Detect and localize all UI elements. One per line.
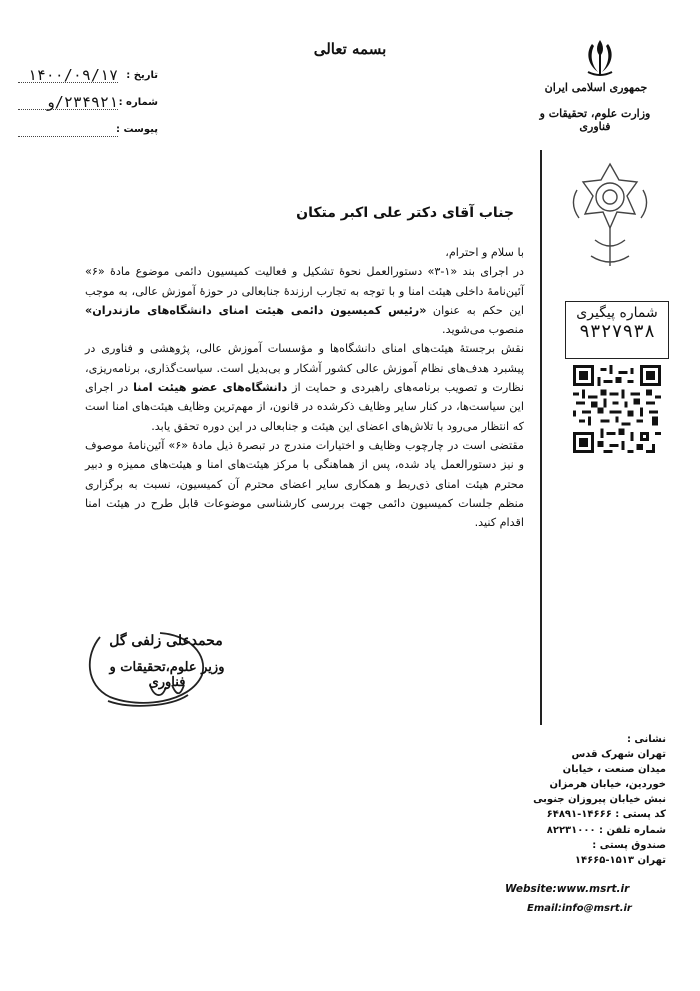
attachment-label: پیوست : xyxy=(115,124,158,135)
paragraph-1 xyxy=(85,262,524,339)
letter-body xyxy=(85,243,524,532)
org-ministry-name: وزارت علوم، تحقیقات و فناوری xyxy=(539,107,651,133)
paragraph-2-text-b: در اجرای این سیاست‌ها، در کنار سایر وظایف ذکرشده در قانون، از مهم‌ترین وظایف هیئت‌های امنا است که انتظار می‌رود با تلاش‌های اعضای این هیئت و جنابعالی در این دوره تحقق یابد. xyxy=(85,381,524,433)
address-line-3: خوردین، خیابان هرمزان xyxy=(549,779,666,791)
iran-emblem-icon xyxy=(578,36,622,78)
pobox-value: تهران ۱۵۱۳-۱۴۶۶۵ xyxy=(574,854,666,866)
number-value: ۲۳۴۹۲۱/و xyxy=(45,93,118,111)
islamic-ornament-icon xyxy=(565,160,655,270)
date-line xyxy=(18,82,118,83)
paragraph-3: مقتضی است در چارچوب وظایف و اختیارات مندرج در تبصرۀ ذیل مادۀ «۶» آئین‌نامۀ موصوف و نیز دستورالعمل یاد شده، پس از هماهنگی با مرکز هیئت‌های امنا و هیئت‌های ممیزه و دبیر محترم هیئت امنای ذی‌ربط و همکاری سایر اعضای محترم آن کمیسیون، نسبت به برگزاری منظم جلسات کمیسیون دائمی جهت بررسی کارشناسی موضوعات قابل طرح در هیئت امنا اقدام کنید. xyxy=(85,438,524,530)
paragraph-2-bold: دانشگاه‌های عضو هیئت امنا xyxy=(133,381,288,395)
date-value: ۱۴۰۰/۰۹/۱۷ xyxy=(27,66,118,84)
paragraph-1-text-a: در اجرای بند «۱-۳» دستورالعمل نحوۀ تشکیل و فعالیت کمیسیون دائمی موضوع مادۀ «۶» آئین‌نامۀ داخلی هیئت امنا و با توجه به تجارب ارزندۀ جنابعالی در حوزۀ آموزش عالی، به موجب این حکم به عنوان xyxy=(85,265,525,317)
email-link[interactable]: Email:info@msrt.ir xyxy=(527,903,632,914)
website-link[interactable]: Website:www.msrt.ir xyxy=(505,883,630,895)
attachment-line xyxy=(18,136,118,137)
greeting: با سلام و احترام، xyxy=(445,246,524,259)
pobox-label: صندوق پستی : xyxy=(592,839,666,851)
number-label: شماره : xyxy=(118,97,158,108)
paragraph-2 xyxy=(85,339,524,435)
recipient-name: جناب آقای دکتر علی اکبر متکان xyxy=(296,205,514,221)
number-line xyxy=(18,109,118,110)
date-label: تاریخ : xyxy=(126,70,158,81)
number-row xyxy=(18,93,158,113)
qr-code-icon xyxy=(573,365,661,453)
tracking-box xyxy=(565,301,669,359)
postal-code: کد پستی : ۱۴۶۶۶-۶۴۸۹۱ xyxy=(546,809,666,821)
vertical-divider xyxy=(540,150,542,725)
phone-number: شماره تلفن : ۸۲۲۳۱۰۰۰ xyxy=(546,824,666,836)
address-block xyxy=(488,732,666,868)
signatory-name: محمدعلی زلفی گل xyxy=(109,633,223,649)
org-country-name: جمهوری اسلامی ایران xyxy=(544,81,648,94)
address-label: نشانی : xyxy=(626,734,666,745)
attachment-row xyxy=(18,120,158,140)
bismillah-heading: بسمه تعالی xyxy=(313,40,387,58)
signatory-title: وزیر علوم،تحقیقات و فناوری xyxy=(109,660,225,690)
address-line-1: تهران شهرک قدس xyxy=(571,749,666,761)
tracking-label: شماره پیگیری xyxy=(576,305,658,321)
address-line-2: میدان صنعت ، خیابان xyxy=(562,764,666,776)
date-row xyxy=(18,66,158,86)
address-line-4: نبش خیابان پیروزان جنوبی xyxy=(533,794,666,806)
paragraph-1-text-b: منصوب می‌شوید. xyxy=(442,323,524,337)
paragraph-2-text-a: نقش برجستۀ هیئت‌های امنای دانشگاه‌ها و مؤسسات آموزش عالی، پژوهشی و فناوری در پیشبرد هدف‌های نظام آموزش عالی کشور آشکار و بی‌بدیل است. سیاست‌گذاری، برنامه‌ریزی، نظارت و تصویب برنامه‌های راهبردی و حمایت از xyxy=(85,342,524,395)
tracking-number: ۹۳۲۷۹۳۸ xyxy=(579,321,655,342)
paragraph-1-bold: «رئیس کمیسیون دائمی هیئت امنای دانشگاه‌های مازندران» xyxy=(85,303,427,317)
